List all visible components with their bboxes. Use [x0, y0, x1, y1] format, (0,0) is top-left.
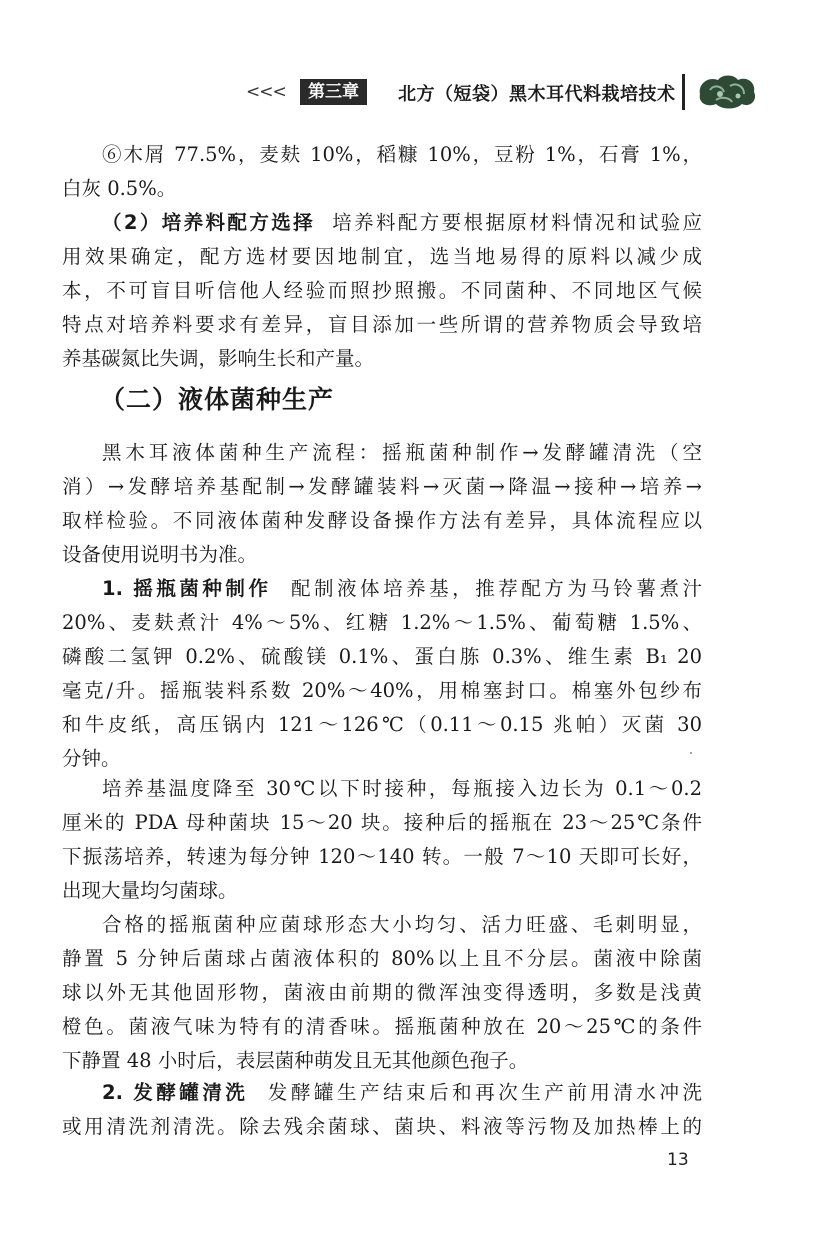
text-line: 静置 5 分钟后菌球占菌液体积的 80%以上且不分层。菌液中除菌 [62, 947, 702, 970]
paragraph-formula-6 [62, 138, 702, 206]
page-number: 13 [667, 1150, 689, 1170]
text-line: ⑥木屑 77.5%，麦麸 10%，稻糠 10%，豆粉 1%，石膏 1%， [102, 143, 702, 166]
subheading-shake-flask: 1. 摇瓶菌种制作 [102, 577, 272, 600]
text-line: 黑木耳液体菌种生产流程：摇瓶菌种制作→发酵罐清洗（空 [102, 441, 702, 464]
chapter-title: 北方（短袋）黑木耳代料栽培技术 [398, 84, 676, 105]
text-line: 培养料配方要根据原材料情况和试验应 [332, 211, 702, 234]
paragraph-quality-criteria [62, 908, 702, 1078]
section-heading: （二）液体菌种生产 [100, 385, 335, 414]
subheading-fermenter-cleaning: 2. 发酵罐清洗 [102, 1081, 249, 1104]
text-line: 橙色。菌液气味为特有的清香味。摇瓶菌种放在 20～25℃的条件 [62, 1015, 702, 1038]
text-line: 取样检验。不同液体菌种发酵设备操作方法有差异，具体流程应以 [62, 509, 702, 532]
text-line: 20%、麦麸煮汁 4%～5%、红糖 1.2%～1.5%、葡萄糖 1.5%、 [62, 611, 702, 634]
text-line: 下静置 48 小时后，表层菌种萌发且无其他颜色孢子。 [62, 1049, 529, 1072]
header-divider [682, 74, 685, 110]
paragraph-process-flow [62, 436, 702, 572]
paragraph-formula-selection [62, 206, 702, 376]
text-line: 配制液体培养基，推荐配方为马铃薯煮汁 [290, 577, 702, 600]
subheading-formula-selection: （2）培养料配方选择 [102, 211, 315, 234]
text-line: 设备使用说明书为准。 [62, 543, 258, 566]
text-line: 厘米的 PDA 母种菌块 15～20 块。接种后的摇瓶在 23～25℃条件 [62, 811, 702, 834]
text-line: 白灰 0.5%。 [62, 177, 177, 200]
text-line: 或用清洗剂清洗。除去残余菌球、菌块、料液等污物及加热棒上的 [62, 1115, 702, 1138]
text-line: 用效果确定，配方选材要因地制宜，选当地易得的原料以减少成 [62, 245, 702, 268]
header-arrows: <<< [246, 82, 286, 102]
text-line: 下振荡培养，转速为每分钟 120～140 转。一般 7～10 天即可长好， [62, 845, 702, 868]
text-line: 特点对培养料要求有差异，盲目添加一些所谓的营养物质会导致培 [62, 313, 702, 336]
paragraph-inoculation [62, 772, 702, 908]
paragraph-shake-flask [62, 572, 702, 776]
paragraph-fermenter-cleaning [62, 1076, 702, 1144]
text-line: 消）→发酵培养基配制→发酵罐装料→灭菌→降温→接种→培养→ [62, 475, 702, 498]
text-line: 和牛皮纸，高压锅内 121～126℃（0.11～0.15 兆帕）灭菌 30 [62, 713, 702, 736]
text-line: 合格的摇瓶菌种应菌球形态大小均匀、活力旺盛、毛刺明显， [102, 913, 702, 936]
text-line: 分钟。 [62, 747, 121, 770]
chapter-badge: 第三章 [300, 79, 367, 105]
text-line: 本，不可盲目听信他人经验而照抄照搬。不同菌种、不同地区气候 [62, 279, 702, 302]
wood-ear-mushroom-icon [696, 70, 760, 114]
text-line: 发酵罐生产结束后和再次生产前用清水冲洗 [267, 1081, 702, 1104]
text-line: 养基碳氮比失调，影响生长和产量。 [62, 347, 375, 370]
text-line: 培养基温度降至 30℃以下时接种，每瓶接入边长为 0.1～0.2 [102, 777, 702, 800]
running-header [246, 76, 768, 110]
scan-speck [690, 752, 692, 754]
text-line: 磷酸二氢钾 0.2%、硫酸镁 0.1%、蛋白胨 0.3%、维生素 B₁ 20 [62, 645, 702, 668]
text-line: 出现大量均匀菌球。 [62, 879, 238, 902]
text-line: 球以外无其他固形物，菌液由前期的微浑浊变得透明，多数是浅黄 [62, 981, 702, 1004]
text-line: 毫克/升。摇瓶装料系数 20%～40%，用棉塞封口。棉塞外包纱布 [62, 679, 702, 702]
